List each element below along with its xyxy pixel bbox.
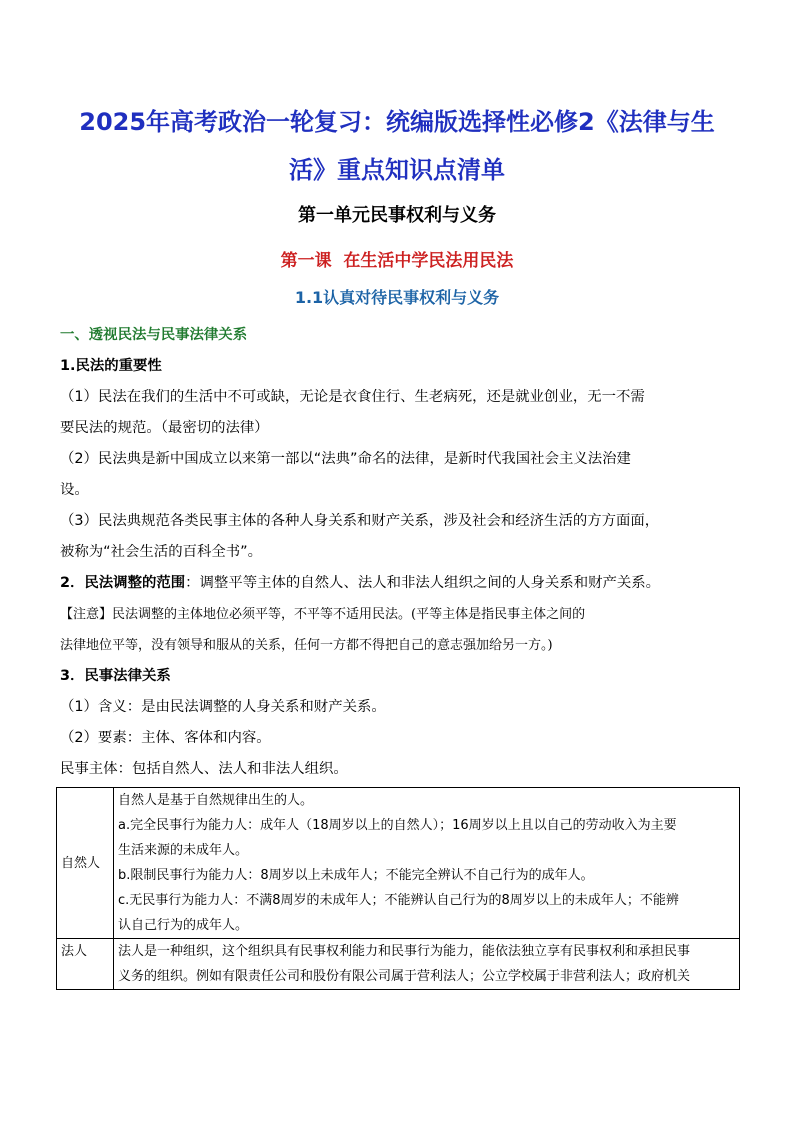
paragraph-line: （2）要素：主体、客体和内容。 xyxy=(60,730,271,746)
title-line-1: 2025年高考政治一轮复习：统编版选择性必修2《法律与生 xyxy=(79,108,715,136)
table-row xyxy=(57,788,740,939)
paragraph-line: （1）含义：是由民法调整的人身关系和财产关系。 xyxy=(60,699,386,715)
scope-text: ：调整平等主体的自然人、法人和非法人组织之间的人身关系和财产关系。 xyxy=(185,575,661,591)
title-line-2: 活》重点知识点清单 xyxy=(289,156,505,184)
unit-heading: 第一单元民事权利与义务 xyxy=(298,205,496,226)
table-row xyxy=(57,939,740,990)
note-line: 【注意】民法调整的主体地位必须平等，不平等不适用民法。(平等主体是指民事主体之间的 xyxy=(60,607,586,622)
cell-line: a.完全民事行为能力人：成年人（18周岁以上的自然人）；16周岁以上且以自己的劳动收入为主要 xyxy=(118,818,677,833)
cell-line: c.无民事行为能力人：不满8周岁的未成年人；不能辨认自己行为的8周岁以上的未成年人；不能辨 xyxy=(118,893,679,908)
paragraph-line: 要民法的规范。（最密切的法律） xyxy=(60,420,269,436)
cell-line: 自然人是基于自然规律出生的人。 xyxy=(118,793,314,808)
civil-subjects-table xyxy=(56,787,740,990)
cell-line: 义务的组织。例如有限责任公司和股份有限公司属于营利法人；公立学校属于非营利法人；政府机关 xyxy=(118,969,691,984)
heading-civil-law-relations: 一、透视民法与民事法律关系 xyxy=(60,327,248,343)
paragraph-line: （3）民法典规范各类民事主体的各种人身关系和财产关系，涉及社会和经济生活的方方面面， xyxy=(60,513,660,529)
subheading-scope: 2．民法调整的范围 xyxy=(60,575,186,591)
row-label: 自然人 xyxy=(57,788,114,939)
document-title xyxy=(70,98,724,194)
cell-line: 法人是一种组织，这个组织具有民事权利能力和民事行为能力，能依法独立享有民事权利和承担民事 xyxy=(118,944,691,959)
row-content xyxy=(114,788,740,939)
paragraph-line: 设。 xyxy=(60,482,89,498)
paragraph-scope xyxy=(60,568,740,599)
cell-line: 生活来源的未成年人。 xyxy=(118,843,249,858)
section-heading: 1.1认真对待民事权利与义务 xyxy=(294,288,500,307)
note-line: 法律地位平等，没有领导和服从的关系，任何一方都不得把自己的意志强加给另一方。) xyxy=(60,638,553,653)
paragraph-line: 民事主体：包括自然人、法人和非法人组织。 xyxy=(60,761,348,777)
cell-line: b.限制民事行为能力人：8周岁以上未成年人；不能完全辨认不自己行为的成年人。 xyxy=(118,868,594,883)
document-body xyxy=(60,320,740,785)
paragraph-line: （2）民法典是新中国成立以来第一部以“法典”命名的法律，是新时代我国社会主义法治建 xyxy=(60,451,631,467)
row-content xyxy=(114,939,740,990)
cell-line: 认自己行为的成年人。 xyxy=(118,918,249,933)
row-label: 法人 xyxy=(57,939,114,990)
paragraph-line: 被称为“社会生活的百科全书”。 xyxy=(60,544,262,560)
subheading-legal-relations: 3．民事法律关系 xyxy=(60,668,171,684)
lesson-heading: 第一课 在生活中学民法用民法 xyxy=(280,251,514,271)
subheading-importance: 1.民法的重要性 xyxy=(60,358,162,374)
paragraph-line: （1）民法在我们的生活中不可或缺，无论是衣食住行、生老病死，还是就业创业，无一不需 xyxy=(60,389,645,405)
